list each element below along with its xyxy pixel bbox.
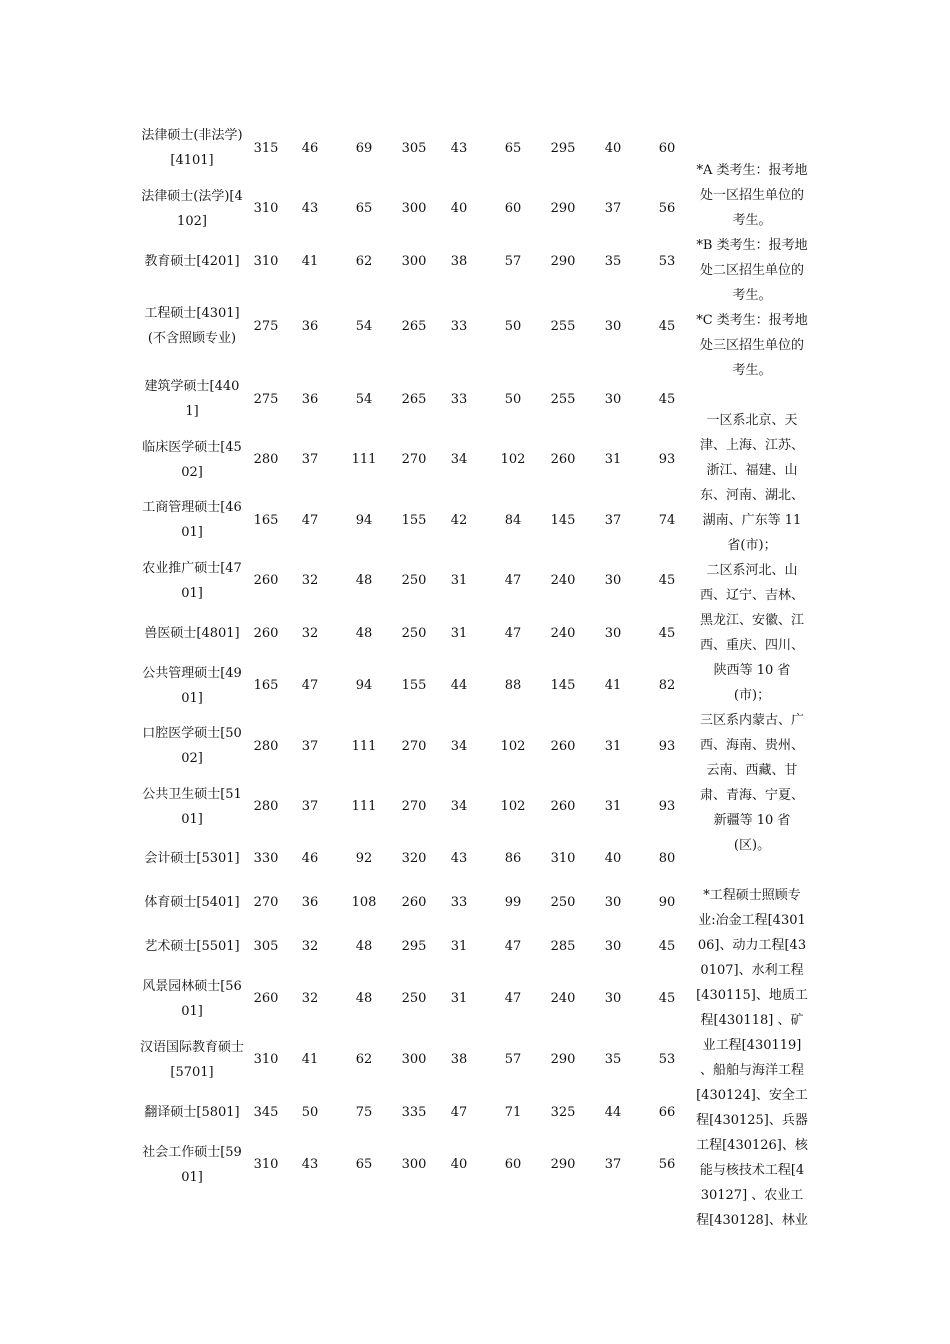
table-row — [140, 429, 694, 490]
score-cell: 290 — [550, 1157, 576, 1172]
score-cell: 41 — [301, 253, 319, 269]
score-cell: 300 — [401, 253, 427, 269]
score-cell: 30 — [604, 625, 622, 641]
score-cell: 45 — [658, 391, 676, 407]
score-cell: 65 — [355, 201, 373, 216]
score-cell: 48 — [355, 991, 373, 1006]
score-cell: 335 — [401, 1104, 427, 1120]
degree-name-cell: 社会工作硕士[5901] — [142, 1144, 242, 1185]
degree-name-cell: 建筑学硕士[4401] — [144, 379, 240, 419]
degree-name-cell: 公共管理硕士[4901] — [142, 665, 242, 706]
score-cell: 45 — [658, 625, 676, 641]
score-cell: 53 — [658, 1052, 676, 1067]
score-cell: 36 — [301, 895, 319, 910]
score-cell: 45 — [658, 939, 676, 954]
score-cell: 94 — [355, 678, 373, 693]
score-cell: 56 — [658, 1157, 676, 1172]
degree-name-cell: 法律硕士(非法学)[4101] — [141, 128, 243, 168]
notes-spacer — [696, 383, 808, 408]
score-cell: 165 — [253, 678, 279, 693]
score-cell: 285 — [550, 939, 576, 954]
degree-name-cell: 临床医学硕士[4502] — [142, 439, 242, 480]
notes-column — [696, 158, 808, 1233]
score-cell: 43 — [301, 1157, 319, 1172]
score-cell: 260 — [253, 573, 279, 588]
score-cell: 30 — [604, 991, 622, 1006]
score-cell: 280 — [253, 738, 279, 754]
score-cell: 290 — [550, 253, 576, 269]
table-row — [140, 1090, 694, 1134]
score-cell: 305 — [401, 140, 427, 156]
notes-spacer — [696, 858, 808, 883]
score-cell: 60 — [504, 1157, 522, 1172]
score-cell: 60 — [658, 140, 676, 156]
score-cell: 270 — [401, 452, 427, 467]
score-cell: 36 — [301, 391, 319, 407]
score-cell: 50 — [504, 391, 522, 407]
score-cell: 38 — [450, 253, 468, 269]
table-row — [140, 178, 694, 239]
score-cell: 345 — [253, 1104, 279, 1120]
degree-name-cell: 翻译硕士[5801] — [144, 1104, 240, 1120]
score-cell: 57 — [504, 1052, 522, 1067]
degree-name-cell: 工程硕士[4301](不含照顾专业) — [144, 306, 240, 346]
score-cell: 38 — [450, 1052, 468, 1067]
score-cell: 320 — [401, 851, 427, 866]
score-cell: 255 — [550, 391, 576, 407]
score-cell: 33 — [450, 391, 468, 407]
score-cell: 270 — [401, 799, 427, 814]
table-row — [140, 880, 694, 925]
score-cell: 33 — [450, 895, 468, 910]
score-cell: 54 — [355, 391, 373, 407]
score-cell: 75 — [355, 1104, 373, 1120]
score-cell: 45 — [658, 573, 676, 588]
table-row — [140, 283, 694, 369]
score-cell: 48 — [355, 625, 373, 641]
score-cell: 310 — [253, 1052, 279, 1067]
score-cell: 42 — [450, 512, 468, 528]
score-cell: 30 — [604, 318, 622, 334]
score-cell: 250 — [401, 625, 427, 641]
score-cell: 260 — [401, 895, 427, 910]
score-cell: 43 — [450, 851, 468, 866]
score-cell: 90 — [658, 895, 676, 910]
degree-name-cell: 农业推广硕士[4701] — [142, 560, 242, 601]
score-cell: 37 — [604, 512, 622, 528]
score-cell: 265 — [401, 391, 427, 407]
score-cell: 300 — [401, 201, 427, 216]
table-row — [140, 239, 694, 283]
score-cell: 50 — [504, 318, 522, 334]
table-row — [140, 1029, 694, 1090]
table-row — [140, 1134, 694, 1195]
score-cell: 155 — [401, 678, 427, 693]
score-cell: 45 — [658, 318, 676, 334]
score-cell: 31 — [450, 625, 468, 641]
score-cell: 34 — [450, 799, 468, 814]
degree-name-cell: 法律硕士(法学)[4102] — [141, 188, 243, 229]
score-cell: 36 — [301, 318, 319, 334]
score-cell: 40 — [604, 851, 622, 866]
table-row — [140, 550, 694, 611]
score-cell: 102 — [500, 738, 526, 754]
score-cell: 260 — [253, 625, 279, 641]
degree-name-cell: 教育硕士[4201] — [144, 253, 240, 269]
score-cell: 31 — [604, 799, 622, 814]
score-cell: 250 — [401, 991, 427, 1006]
score-cell: 32 — [301, 573, 319, 588]
score-cell: 240 — [550, 991, 576, 1006]
note-zone-3: 三区系内蒙古、广西、海南、贵州、云南、西藏、甘肃、青海、宁夏、新疆等 10 省(区)。 — [699, 713, 804, 853]
score-cell: 88 — [504, 678, 522, 693]
degree-name-cell: 风景园林硕士[5601] — [142, 978, 242, 1019]
score-cell: 44 — [450, 678, 468, 693]
score-cell: 93 — [658, 738, 676, 754]
score-cell: 82 — [658, 678, 676, 693]
score-cell: 102 — [500, 799, 526, 814]
score-cell: 310 — [253, 253, 279, 269]
score-cell: 54 — [355, 318, 373, 334]
degree-name-cell: 工商管理硕士[4601] — [142, 500, 242, 540]
score-cell: 37 — [604, 1157, 622, 1172]
table-row — [140, 776, 694, 837]
score-cell: 35 — [604, 253, 622, 269]
score-cell: 47 — [504, 991, 522, 1006]
score-cell: 30 — [604, 939, 622, 954]
score-cell: 111 — [351, 452, 377, 467]
score-cell: 40 — [450, 1157, 468, 1172]
score-cell: 56 — [658, 201, 676, 216]
score-cell: 65 — [355, 1157, 373, 1172]
score-cell: 295 — [550, 140, 576, 156]
note-b-category: *B 类考生：报考地处二区招生单位的考生。 — [696, 238, 808, 303]
score-cell: 270 — [401, 738, 427, 754]
score-cell: 32 — [301, 991, 319, 1006]
score-table-body — [140, 118, 694, 1195]
score-cell: 37 — [301, 799, 319, 814]
score-cell: 46 — [301, 851, 319, 866]
score-cell: 260 — [550, 799, 576, 814]
score-cell: 47 — [301, 512, 319, 528]
score-cell: 60 — [504, 201, 522, 216]
degree-name-cell: 体育硕士[5401] — [144, 895, 240, 910]
degree-name-cell: 口腔医学硕士[5002] — [142, 726, 242, 766]
score-cell: 270 — [253, 895, 279, 910]
note-zone-1: 一区系北京、天津、上海、江苏、浙江、福建、山东、河南、湖北、湖南、广东等 11 省(市)； — [699, 413, 804, 553]
score-cell: 155 — [401, 512, 427, 528]
score-cell: 265 — [401, 318, 427, 334]
score-cell: 290 — [550, 201, 576, 216]
score-cell: 47 — [450, 1104, 468, 1120]
degree-name-cell: 艺术硕士[5501] — [144, 939, 240, 954]
score-cell: 30 — [604, 391, 622, 407]
score-cell: 69 — [355, 140, 373, 156]
score-cell: 94 — [355, 512, 373, 528]
score-cell: 325 — [550, 1104, 576, 1120]
score-cell: 74 — [658, 512, 676, 528]
score-cell: 31 — [450, 573, 468, 588]
score-cell: 62 — [355, 253, 373, 269]
score-cell: 93 — [658, 452, 676, 467]
score-cell: 34 — [450, 738, 468, 754]
score-cell: 310 — [550, 851, 576, 866]
table-row — [140, 490, 694, 550]
table-row — [140, 925, 694, 968]
score-cell: 99 — [504, 895, 522, 910]
score-cell: 260 — [550, 738, 576, 754]
score-cell: 92 — [355, 851, 373, 866]
score-cell: 86 — [504, 851, 522, 866]
score-cell: 240 — [550, 573, 576, 588]
degree-name-cell: 公共卫生硕士[5101] — [142, 786, 242, 827]
table-row — [140, 837, 694, 880]
score-cell: 46 — [301, 140, 319, 156]
score-cell: 45 — [658, 991, 676, 1006]
score-cell: 275 — [253, 391, 279, 407]
score-cell: 62 — [355, 1052, 373, 1067]
table-row — [140, 968, 694, 1029]
degree-name-cell: 兽医硕士[4801] — [144, 625, 240, 641]
degree-name-cell: 汉语国际教育硕士[5701] — [140, 1039, 245, 1080]
score-cell: 31 — [450, 991, 468, 1006]
score-cell: 37 — [301, 738, 319, 754]
score-cell: 260 — [550, 452, 576, 467]
score-cell: 35 — [604, 1052, 622, 1067]
score-cell: 30 — [604, 573, 622, 588]
score-cell: 37 — [301, 452, 319, 467]
score-cell: 41 — [604, 678, 622, 693]
score-cell: 48 — [355, 939, 373, 954]
score-cell: 93 — [658, 799, 676, 814]
score-cell: 145 — [550, 678, 576, 693]
score-cell: 47 — [504, 939, 522, 954]
table-row — [140, 118, 694, 178]
score-cell: 290 — [550, 1052, 576, 1067]
score-table — [140, 118, 694, 1195]
score-cell: 53 — [658, 253, 676, 269]
score-cell: 41 — [301, 1052, 319, 1067]
table-row — [140, 611, 694, 655]
score-cell: 255 — [550, 318, 576, 334]
score-cell: 65 — [504, 140, 522, 156]
score-cell: 37 — [604, 201, 622, 216]
score-cell: 280 — [253, 452, 279, 467]
score-cell: 280 — [253, 799, 279, 814]
score-cell: 260 — [253, 991, 279, 1006]
score-cell: 300 — [401, 1052, 427, 1067]
score-cell: 111 — [351, 738, 377, 754]
score-cell: 102 — [500, 452, 526, 467]
score-cell: 165 — [253, 512, 279, 528]
score-cell: 300 — [401, 1157, 427, 1172]
score-cell: 47 — [301, 678, 319, 693]
score-cell: 43 — [450, 140, 468, 156]
table-row — [140, 716, 694, 776]
score-cell: 305 — [253, 939, 279, 954]
score-cell: 250 — [401, 573, 427, 588]
score-cell: 31 — [450, 939, 468, 954]
score-cell: 250 — [550, 895, 576, 910]
score-cell: 47 — [504, 625, 522, 641]
score-cell: 108 — [351, 895, 377, 910]
score-cell: 48 — [355, 573, 373, 588]
score-cell: 84 — [504, 512, 522, 528]
score-cell: 31 — [604, 452, 622, 467]
score-cell: 43 — [301, 201, 319, 216]
score-cell: 80 — [658, 851, 676, 866]
note-a-category: *A 类考生：报考地处一区招生单位的考生。 — [696, 163, 808, 228]
score-cell: 40 — [450, 201, 468, 216]
score-cell: 275 — [253, 318, 279, 334]
note-c-category: *C 类考生：报考地处三区招生单位的考生。 — [696, 313, 808, 378]
score-cell: 315 — [253, 140, 279, 156]
score-cell: 310 — [253, 1157, 279, 1172]
score-cell: 30 — [604, 895, 622, 910]
score-cell: 47 — [504, 573, 522, 588]
score-cell: 111 — [351, 799, 377, 814]
note-engineering-specialties: *工程硕士照顾专业:冶金工程[430106]、动力工程[430107]、水利工程[430115]、地质工程[430118] 、矿业工程[430119] 、船舶与海洋工程[430124]、安全工程[430125]、兵器工程[430126]、核能与核技术工程[430127] 、农业工程[430128]、林业 — [696, 888, 808, 1228]
score-cell: 40 — [604, 140, 622, 156]
score-cell: 32 — [301, 939, 319, 954]
score-cell: 34 — [450, 452, 468, 467]
score-cell: 32 — [301, 625, 319, 641]
note-zone-2: 二区系河北、山西、辽宁、吉林、黑龙江、安徽、江西、重庆、四川、陕西等 10 省(市)； — [699, 563, 804, 703]
score-cell: 310 — [253, 201, 279, 216]
score-cell: 330 — [253, 851, 279, 866]
score-cell: 33 — [450, 318, 468, 334]
score-cell: 71 — [504, 1104, 522, 1120]
score-cell: 295 — [401, 939, 427, 954]
table-row — [140, 655, 694, 716]
score-cell: 57 — [504, 253, 522, 269]
score-cell: 50 — [301, 1104, 319, 1120]
score-cell: 145 — [550, 512, 576, 528]
degree-name-cell: 会计硕士[5301] — [144, 851, 240, 866]
table-row — [140, 369, 694, 429]
score-cell: 66 — [658, 1104, 676, 1120]
score-cell: 31 — [604, 738, 622, 754]
score-cell: 240 — [550, 625, 576, 641]
score-cell: 44 — [604, 1104, 622, 1120]
